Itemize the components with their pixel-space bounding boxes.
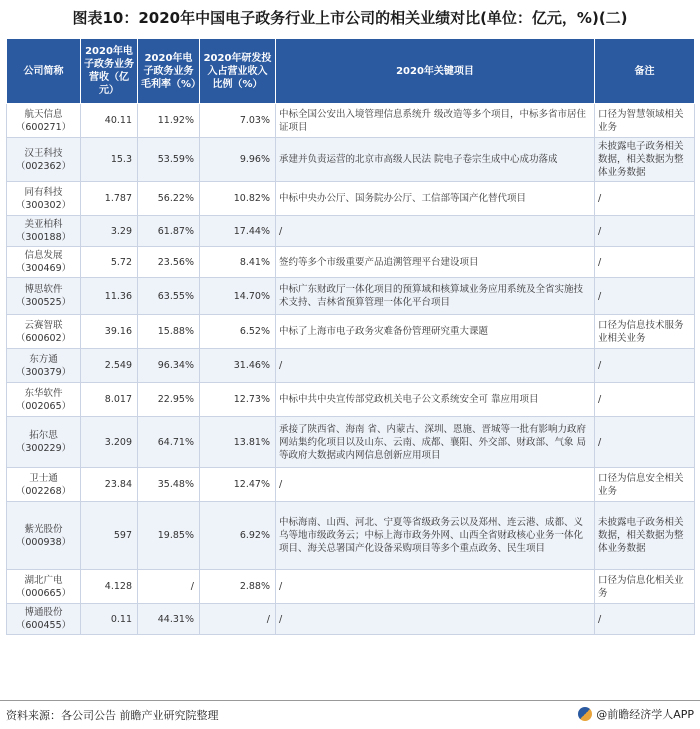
table-header-row xyxy=(7,39,695,104)
project-cell: / xyxy=(276,604,595,635)
project-cell: 签约等多个市级重要产品追溯管理平台建设项目 xyxy=(276,247,595,278)
note-cell: / xyxy=(595,216,695,247)
company-name: 拓尔思 xyxy=(29,430,58,441)
note-cell: 未披露电子政务相关数据，相关数据为整体业务数据 xyxy=(595,502,695,570)
stock-code: （600271） xyxy=(15,121,72,133)
stock-code: （300188） xyxy=(15,232,72,243)
company-cell xyxy=(7,604,81,635)
margin-cell: 56.22% xyxy=(138,182,200,216)
company-name: 博思软件 xyxy=(24,284,63,295)
table-row xyxy=(7,468,695,502)
header-company: 公司简称 xyxy=(7,39,81,104)
margin-cell: 63.55% xyxy=(138,278,200,315)
note-cell: / xyxy=(595,278,695,315)
brand-label xyxy=(578,706,694,722)
revenue-cell: 39.16 xyxy=(81,315,138,349)
stock-code: （300469） xyxy=(15,263,72,274)
table-row xyxy=(7,349,695,383)
stock-code: （300525） xyxy=(15,297,72,308)
margin-cell: 23.56% xyxy=(138,247,200,278)
company-cell xyxy=(7,315,81,349)
company-cell xyxy=(7,104,81,138)
rd-cell: 2.88% xyxy=(200,570,276,604)
rd-cell: 12.73% xyxy=(200,383,276,417)
header-notes: 备注 xyxy=(595,39,695,104)
project-cell: / xyxy=(276,468,595,502)
revenue-cell: 11.36 xyxy=(81,278,138,315)
project-cell: 中标全国公安出入境管理信息系统升 级改造等多个项目，中标多省市居住证项目 xyxy=(276,104,595,138)
rd-cell: 6.52% xyxy=(200,315,276,349)
revenue-cell: 5.72 xyxy=(81,247,138,278)
note-cell: 口径为信息化相关业务 xyxy=(595,570,695,604)
rd-cell: 7.03% xyxy=(200,104,276,138)
stock-code: （300229） xyxy=(15,443,72,454)
stock-code: （600602） xyxy=(15,332,72,344)
project-cell: 承接了陕西省、海南 省、内蒙古、深圳、恩施、晋城等一批有影响力政府网站集约化项目以及山东、云南、成都、襄阳、外交部、财政部、气象 局等政府大数据或内网信息创新应用项目 xyxy=(276,417,595,468)
rd-cell: 9.96% xyxy=(200,138,276,182)
rd-cell: 8.41% xyxy=(200,247,276,278)
company-name: 云赛智联 xyxy=(24,319,63,331)
stock-code: （300379） xyxy=(15,366,72,378)
stock-code: （600455） xyxy=(15,620,72,631)
note-cell: 口径为信息安全相关业务 xyxy=(595,468,695,502)
note-cell: 未披露电子政务相关数据，相关数据为整体业务数据 xyxy=(595,138,695,182)
margin-cell: 19.85% xyxy=(138,502,200,570)
table-row xyxy=(7,383,695,417)
margin-cell: 53.59% xyxy=(138,138,200,182)
revenue-cell: 3.29 xyxy=(81,216,138,247)
company-cell xyxy=(7,417,81,468)
margin-cell: / xyxy=(138,570,200,604)
company-cell xyxy=(7,570,81,604)
rd-cell: 6.92% xyxy=(200,502,276,570)
stock-code: （002362） xyxy=(15,160,72,172)
table-row xyxy=(7,570,695,604)
company-name: 美亚柏科 xyxy=(24,219,63,230)
table-row xyxy=(7,216,695,247)
header-projects: 2020年关键项目 xyxy=(276,39,595,104)
margin-cell: 61.87% xyxy=(138,216,200,247)
revenue-cell: 15.3 xyxy=(81,138,138,182)
revenue-cell: 8.017 xyxy=(81,383,138,417)
revenue-cell: 1.787 xyxy=(81,182,138,216)
table-row xyxy=(7,247,695,278)
table-row xyxy=(7,278,695,315)
chart-title: 图表10：2020年中国电子政务行业上市公司的相关业绩对比(单位：亿元，%)(二) xyxy=(72,9,628,27)
note-cell: / xyxy=(595,604,695,635)
margin-cell: 35.48% xyxy=(138,468,200,502)
revenue-cell: 4.128 xyxy=(81,570,138,604)
company-name: 紫光股份 xyxy=(24,523,63,535)
project-cell: 中标广东财政厅一体化项目的预算域和核算域业务应用系统及全省实施技术支持、吉林省预算管理一体化平台项目 xyxy=(276,278,595,315)
company-name: 博通股份 xyxy=(24,607,63,618)
revenue-cell: 2.549 xyxy=(81,349,138,383)
company-cell xyxy=(7,468,81,502)
table-row xyxy=(7,315,695,349)
margin-cell: 96.34% xyxy=(138,349,200,383)
footer xyxy=(0,700,700,729)
table-row xyxy=(7,104,695,138)
brand-text: @前瞻经济学人APP xyxy=(596,708,694,721)
rd-cell: / xyxy=(200,604,276,635)
rd-cell: 12.47% xyxy=(200,468,276,502)
project-cell: / xyxy=(276,570,595,604)
revenue-cell: 23.84 xyxy=(81,468,138,502)
company-name: 信息发展 xyxy=(24,250,63,261)
project-cell: 中标海南、山西、河北、宁夏等省级政务云以及郑州、连云港、成都、义乌等地市级政务云；中标上海市政务外网、山西全省财政核心业务一体化项目、海关总署国产化设备采购项目等多个重点政务、民生项目 xyxy=(276,502,595,570)
header-margin: 2020年电子政务业务毛利率（%） xyxy=(138,39,200,104)
project-cell: 中标中共中央宣传部党政机关电子公文系统安全可 靠应用项目 xyxy=(276,383,595,417)
company-cell xyxy=(7,502,81,570)
revenue-cell: 3.209 xyxy=(81,417,138,468)
stock-code: （000665） xyxy=(15,587,72,599)
table-row xyxy=(7,138,695,182)
note-cell: 口径为智慧领域相关业务 xyxy=(595,104,695,138)
company-cell xyxy=(7,278,81,315)
margin-cell: 44.31% xyxy=(138,604,200,635)
note-cell: 口径为信息技术服务业相关业务 xyxy=(595,315,695,349)
company-name: 湖北广电 xyxy=(24,574,63,586)
note-cell: / xyxy=(595,182,695,216)
note-cell: / xyxy=(595,349,695,383)
revenue-cell: 0.11 xyxy=(81,604,138,635)
stock-code: （002268） xyxy=(15,485,72,497)
revenue-cell: 40.11 xyxy=(81,104,138,138)
company-name: 航天信息 xyxy=(24,108,63,120)
project-cell: / xyxy=(276,216,595,247)
stock-code: （300302） xyxy=(15,199,72,211)
table-row xyxy=(7,417,695,468)
margin-cell: 22.95% xyxy=(138,383,200,417)
company-cell xyxy=(7,247,81,278)
company-cell xyxy=(7,349,81,383)
company-name: 东华软件 xyxy=(24,387,63,399)
rd-cell: 14.70% xyxy=(200,278,276,315)
note-cell: / xyxy=(595,247,695,278)
project-cell: 中标中央办公厅、国务院办公厅、工信部等国产化替代项目 xyxy=(276,182,595,216)
rd-cell: 10.82% xyxy=(200,182,276,216)
company-cell xyxy=(7,182,81,216)
margin-cell: 64.71% xyxy=(138,417,200,468)
header-revenue: 2020年电子政务业务营收（亿元） xyxy=(81,39,138,104)
margin-cell: 15.88% xyxy=(138,315,200,349)
revenue-cell: 597 xyxy=(81,502,138,570)
performance-table xyxy=(6,38,695,635)
company-name: 卫士通 xyxy=(29,472,58,484)
source-note: 资料来源：各公司公告 前瞻产业研究院整理 xyxy=(6,709,219,722)
header-rd: 2020年研发投入占营业收入比例（%） xyxy=(200,39,276,104)
note-cell: / xyxy=(595,417,695,468)
qianzhan-logo-icon xyxy=(578,707,592,721)
rd-cell: 17.44% xyxy=(200,216,276,247)
company-cell xyxy=(7,138,81,182)
company-cell xyxy=(7,383,81,417)
table-row xyxy=(7,502,695,570)
stock-code: （000938） xyxy=(15,536,72,548)
note-cell: / xyxy=(595,383,695,417)
table-row xyxy=(7,604,695,635)
rd-cell: 13.81% xyxy=(200,417,276,468)
table-row xyxy=(7,182,695,216)
stock-code: （002065） xyxy=(15,400,72,412)
margin-cell: 11.92% xyxy=(138,104,200,138)
company-name: 东方通 xyxy=(29,353,58,365)
project-cell: 中标了上海市电子政务灾难备份管理研究重大课题 xyxy=(276,315,595,349)
rd-cell: 31.46% xyxy=(200,349,276,383)
company-name: 同有科技 xyxy=(24,186,63,198)
project-cell: 承建并负责运营的北京市高级人民法 院电子卷宗生成中心成功落成 xyxy=(276,138,595,182)
company-cell xyxy=(7,216,81,247)
project-cell: / xyxy=(276,349,595,383)
company-name: 汉王科技 xyxy=(24,147,63,159)
